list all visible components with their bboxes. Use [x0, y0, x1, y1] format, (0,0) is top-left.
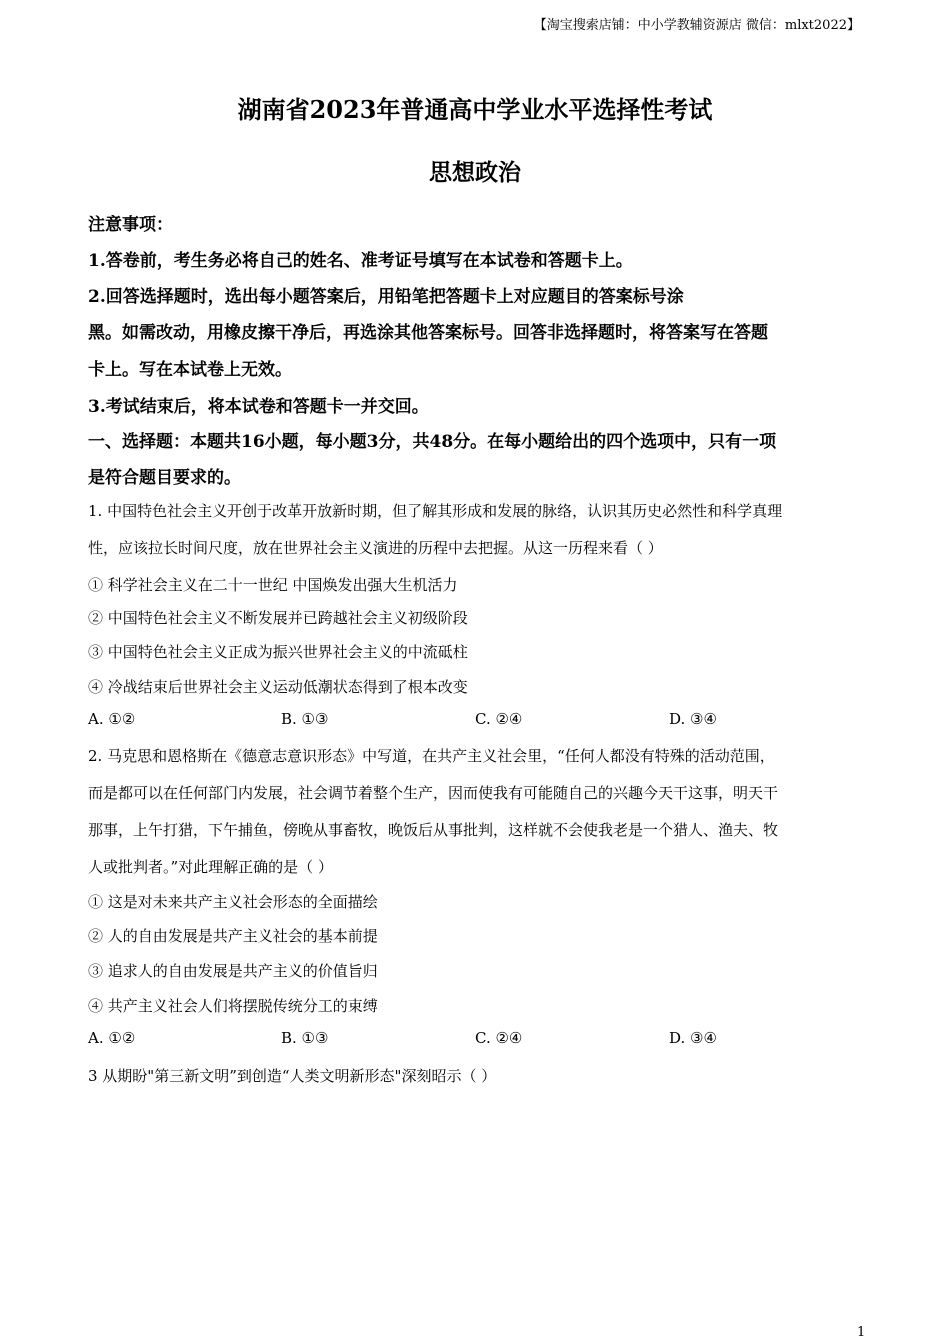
- question-1-option-c: C. ②④: [475, 710, 523, 728]
- notice-heading: 注意事项：: [88, 215, 173, 235]
- question-2-statement-1: ① 这是对未来共产主义社会形态的全面描绘: [88, 893, 378, 911]
- question-2-statement-2: ② 人的自由发展是共产主义社会的基本前提: [88, 927, 378, 945]
- notice-item-3: 3.考试结束后，将本试卷和答题卡一并交回。: [88, 397, 429, 417]
- notice-item-2-line-1: 2.回答选择题时，选出每小题答案后，用铅笔把答题卡上对应题目的答案标号涂: [88, 287, 684, 307]
- question-2-stem-line-3: 那事，上午打猎，下午捕鱼，傍晚从事畜牧，晚饭后从事批判，这样就不会使我老是一个猎人、渔夫、牧: [88, 821, 779, 839]
- section-1-heading-line-1: 一、选择题：本题共16小题，每小题3分，共48分。在每小题给出的四个选项中，只有一项: [88, 432, 777, 452]
- page-number: 1: [857, 1325, 866, 1340]
- question-2-stem-line-2: 而是都可以在任何部门内发展，社会调节着整个生产，因而使我有可能随自己的兴趣今天干这事，明天干: [88, 784, 779, 802]
- question-1-stem-line-2: 性，应该拉长时间尺度，放在世界社会主义演进的历程中去把握。从这一历程来看（ ）: [88, 539, 663, 557]
- notice-item-2-line-3: 卡上。写在本试卷上无效。: [88, 360, 292, 380]
- exam-title: 湖南省2023年普通高中学业水平选择性考试: [237, 95, 713, 124]
- question-1-stem-line-1: 1. 中国特色社会主义开创于改革开放新时期，但了解其形成和发展的脉络，认识其历史必然性和科学真理: [88, 502, 783, 520]
- notice-item-2-line-2: 黑。如需改动，用橡皮擦干净后，再选涂其他答案标号。回答非选择题时，将答案写在答题: [88, 323, 768, 343]
- question-3-stem-line-1: 3 从期盼"第三新文明”到创造“人类文明新形态"深刻昭示（ ）: [88, 1067, 497, 1085]
- question-2-option-a: A. ①②: [88, 1029, 136, 1047]
- question-2-stem-line-1: 2. 马克思和恩格斯在《德意志意识形态》中写道，在共产主义社会里，“任何人都没有特殊的活动范围，: [88, 747, 775, 765]
- section-1-heading-line-2: 是符合题目要求的。: [88, 468, 241, 488]
- question-1-option-a: A. ①②: [88, 710, 136, 728]
- exam-subject: 思想政治: [429, 159, 521, 186]
- question-1-statement-1: ① 科学社会主义在二十一世纪 中国焕发出强大生机活力: [88, 576, 458, 594]
- question-2-option-d: D. ③④: [669, 1029, 717, 1047]
- header-shop-note: 【淘宝搜索店铺：中小学教辅资源店 微信：mlxt2022】: [533, 18, 860, 33]
- question-1-statement-3: ③ 中国特色社会主义正成为振兴世界社会主义的中流砥柱: [88, 643, 468, 661]
- question-1-statement-2: ② 中国特色社会主义不断发展并已跨越社会主义初级阶段: [88, 609, 468, 627]
- question-2-statement-3: ③ 追求人的自由发展是共产主义的价值旨归: [88, 962, 378, 980]
- question-1-option-b: B. ①③: [281, 710, 329, 728]
- question-2-statement-4: ④ 共产主义社会人们将摆脱传统分工的束缚: [88, 997, 378, 1015]
- question-2-stem-line-4: 人或批判者。”对此理解正确的是（ ）: [88, 858, 333, 876]
- question-1-statement-4: ④ 冷战结束后世界社会主义运动低潮状态得到了根本改变: [88, 678, 468, 696]
- notice-item-1: 1.答卷前，考生务必将自己的姓名、准考证号填写在本试卷和答题卡上。: [88, 251, 633, 271]
- question-2-option-b: B. ①③: [281, 1029, 329, 1047]
- question-2-option-c: C. ②④: [475, 1029, 523, 1047]
- question-1-option-d: D. ③④: [669, 710, 717, 728]
